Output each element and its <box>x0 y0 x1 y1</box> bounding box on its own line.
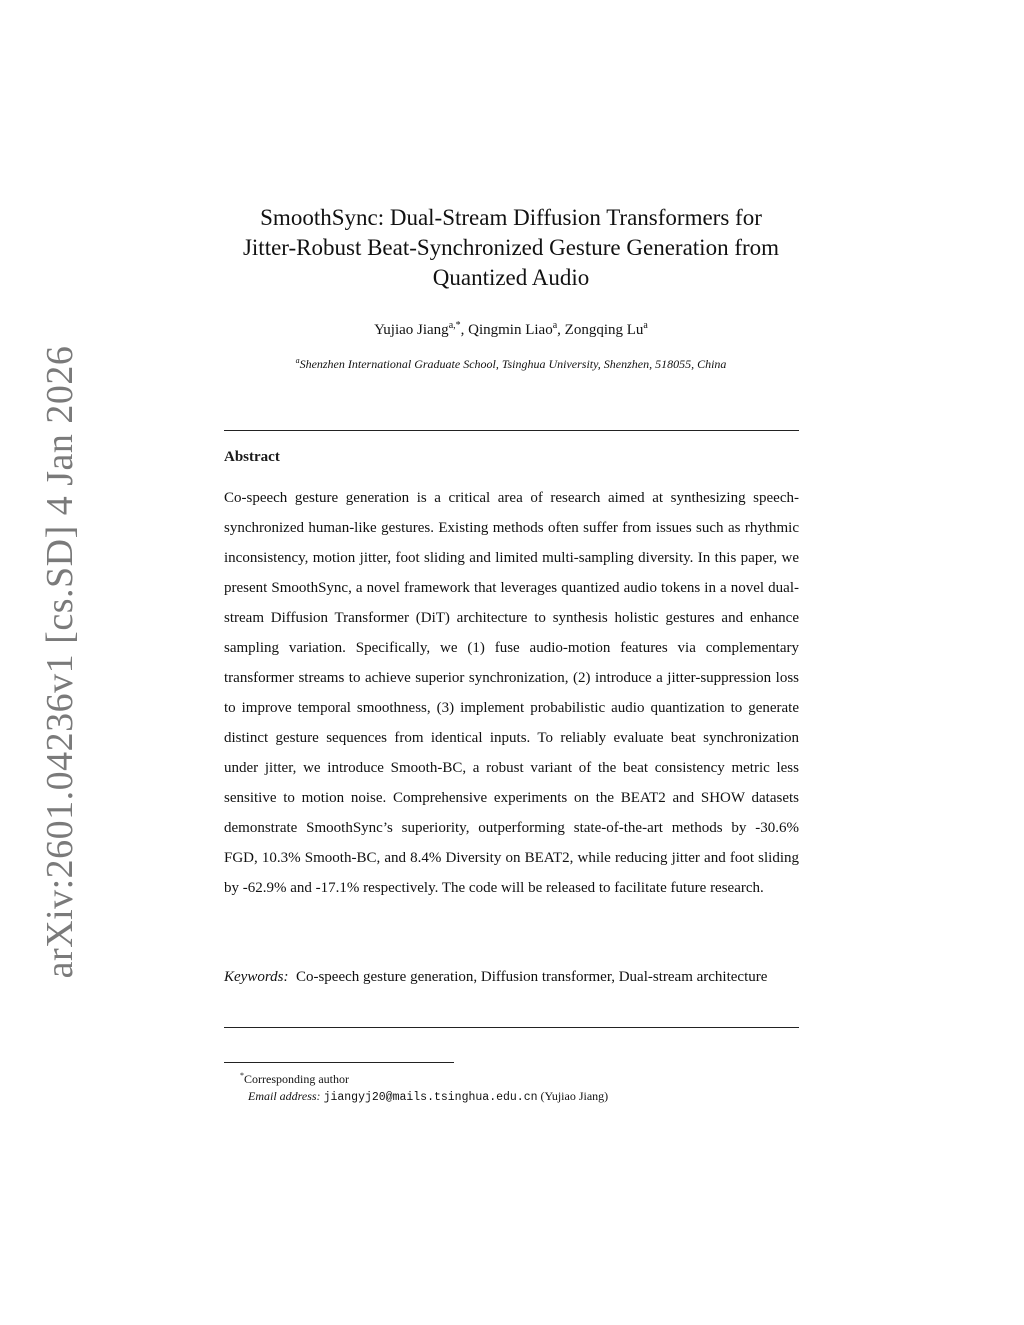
title-line-1: SmoothSync: Dual-Stream Diffusion Transformers for <box>260 205 762 230</box>
corresponding-author-note: Corresponding author <box>244 1072 349 1086</box>
affiliation-text: Shenzhen International Graduate School, Tsinghua University, Shenzhen, 518055, China <box>299 357 727 371</box>
author-name: Yujiao Jiang <box>374 322 449 338</box>
email-link[interactable]: jiangyj20@mails.tsinghua.edu.cn <box>323 1091 538 1104</box>
paper-title <box>200 203 822 293</box>
abstract-body: Co-speech gesture generation is a critical area of research aimed at synthesizing speech-synchronized human-like gestures. Existing methods often suffer from issues such as rhythmic inconsistency, motion jitter, foot sliding and limited multi-sampling diversity. In this paper, we present SmoothSync, a novel framework that leverages quantized audio tokens in a novel dual-stream Diffusion Transformer (DiT) architecture to synthesis holistic gestures and enhance sampling variation. Specifically, we (1) fuse audio-motion features via complementary transformer streams to achieve superior synchronization, (2) introduce a jitter-suppression loss to improve temporal smoothness, (3) implement probabilistic audio quantization to generate distinct gesture sequences from identical inputs. To reliably evaluate beat synchronization under jitter, we introduce Smooth-BC, a robust variant of the beat consistency metric less sensitive to motion noise. Comprehensive experiments on the BEAT2 and SHOW datasets demonstrate SmoothSync’s superiority, outperforming state-of-the-art methods by -30.6% FGD, 10.3% Smooth-BC, and 8.4% Diversity on BEAT2, while reducing jitter and foot sliding by -62.9% and -17.1% respectively. The code will be released to facilitate future research. <box>224 490 799 896</box>
author-affiliation-mark: a,* <box>448 320 461 331</box>
title-line-3: Quantized Audio <box>432 265 590 290</box>
author-affiliation-mark: a <box>552 320 558 331</box>
keywords-label: Keywords: <box>224 969 289 985</box>
footnote <box>240 1067 608 1106</box>
arxiv-identifier-stamp: arXiv:2601.04236v1 [cs.SD] 4 Jan 2026 <box>39 345 81 979</box>
footnote-mark: * <box>240 1071 244 1080</box>
abstract-bottom-rule <box>224 1027 799 1028</box>
footnote-rule <box>224 1062 454 1063</box>
author-affiliation-mark: a <box>643 320 648 331</box>
author-separator: , <box>557 322 565 338</box>
email-label: Email address: <box>248 1089 321 1103</box>
abstract-top-rule <box>224 430 799 431</box>
title-line-2: Jitter-Robust Beat-Synchronized Gesture Generation from <box>242 235 780 260</box>
abstract-heading: Abstract <box>224 449 280 465</box>
affiliation-mark: a <box>295 356 300 365</box>
affiliation <box>200 356 822 372</box>
keywords-text: Co-speech gesture generation, Diffusion transformer, Dual-stream architecture <box>295 969 768 985</box>
email-owner: (Yujiao Jiang) <box>540 1089 609 1103</box>
author-name: Zongqing Lu <box>564 322 644 338</box>
author-name: Qingmin Liao <box>468 322 553 338</box>
author-list <box>200 320 822 339</box>
author-separator: , <box>460 322 469 338</box>
keywords <box>224 962 799 992</box>
